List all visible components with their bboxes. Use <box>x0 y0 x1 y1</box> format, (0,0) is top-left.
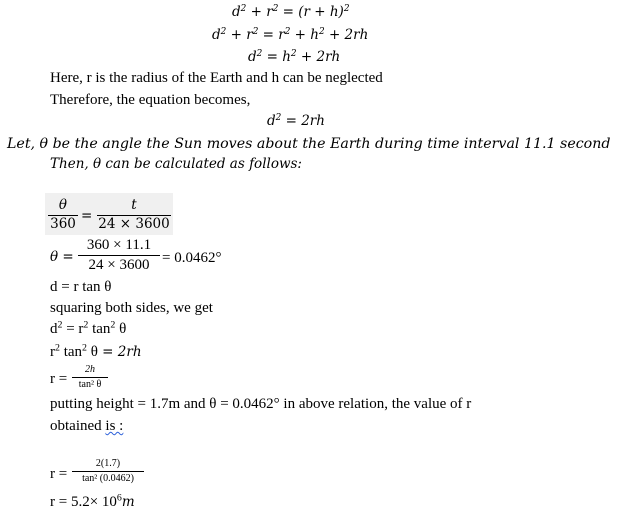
equation-r-value-lhs: r = <box>50 466 68 482</box>
text-let: Let, θ be the angle the Sun moves about the Earth during time interval 11.1 second <box>7 136 611 152</box>
equation-simplified: $d^2 = h^2 + 2rh$ <box>248 49 341 65</box>
equation-d-squared-tan: $d^2 = r^2$ $\tan^2 \theta$ <box>50 319 127 337</box>
fraction-equals: = <box>81 208 93 224</box>
fraction-theta-over-360: θ 360 <box>48 199 78 231</box>
equation-expanded: $d^2 + r^2 = r^2 + h^2 + 2rh$ <box>212 27 369 43</box>
text-putting: putting height = 1.7m and θ = 0.0462° in above relation, the value of r <box>50 396 472 412</box>
fraction-t-over-seconds: t 24 × 3600 <box>98 197 170 232</box>
text-obtained: obtained is : <box>50 418 124 434</box>
text-here: Here, r is the radius of the Earth and h can be neglected <box>50 70 383 86</box>
equation-r-squared-tan: $r^2$ $\tan^2 \theta = 2rh$ <box>50 342 142 360</box>
text-squaring: squaring both sides, we get <box>50 300 213 316</box>
equation-pythagoras: $d^2 + r^2 = (r + h)^2$ <box>232 4 350 20</box>
fraction-theta-value: 360 × 11.1 24 × 3600 <box>78 238 160 273</box>
text-d-equals: d = r tan θ <box>50 279 112 295</box>
fraction-r-formula: 2h tan² θ <box>72 365 108 390</box>
fraction-r-value: 2(1.7) tan² (0.0462) <box>72 459 144 484</box>
text-then: Then, θ can be calculated as follows: <box>50 156 302 172</box>
equation-r-result: $r = 5.2\times 10^6m$ <box>50 492 135 510</box>
equation-theta-rhs: = 0.0462° <box>162 250 222 266</box>
equation-d-squared: $d^2 = 2rh$ <box>267 113 325 129</box>
equation-r-lhs: r = <box>50 371 68 387</box>
equation-theta-lhs: θ = <box>50 249 74 265</box>
text-therefore: Therefore, the equation becomes, <box>50 92 251 108</box>
